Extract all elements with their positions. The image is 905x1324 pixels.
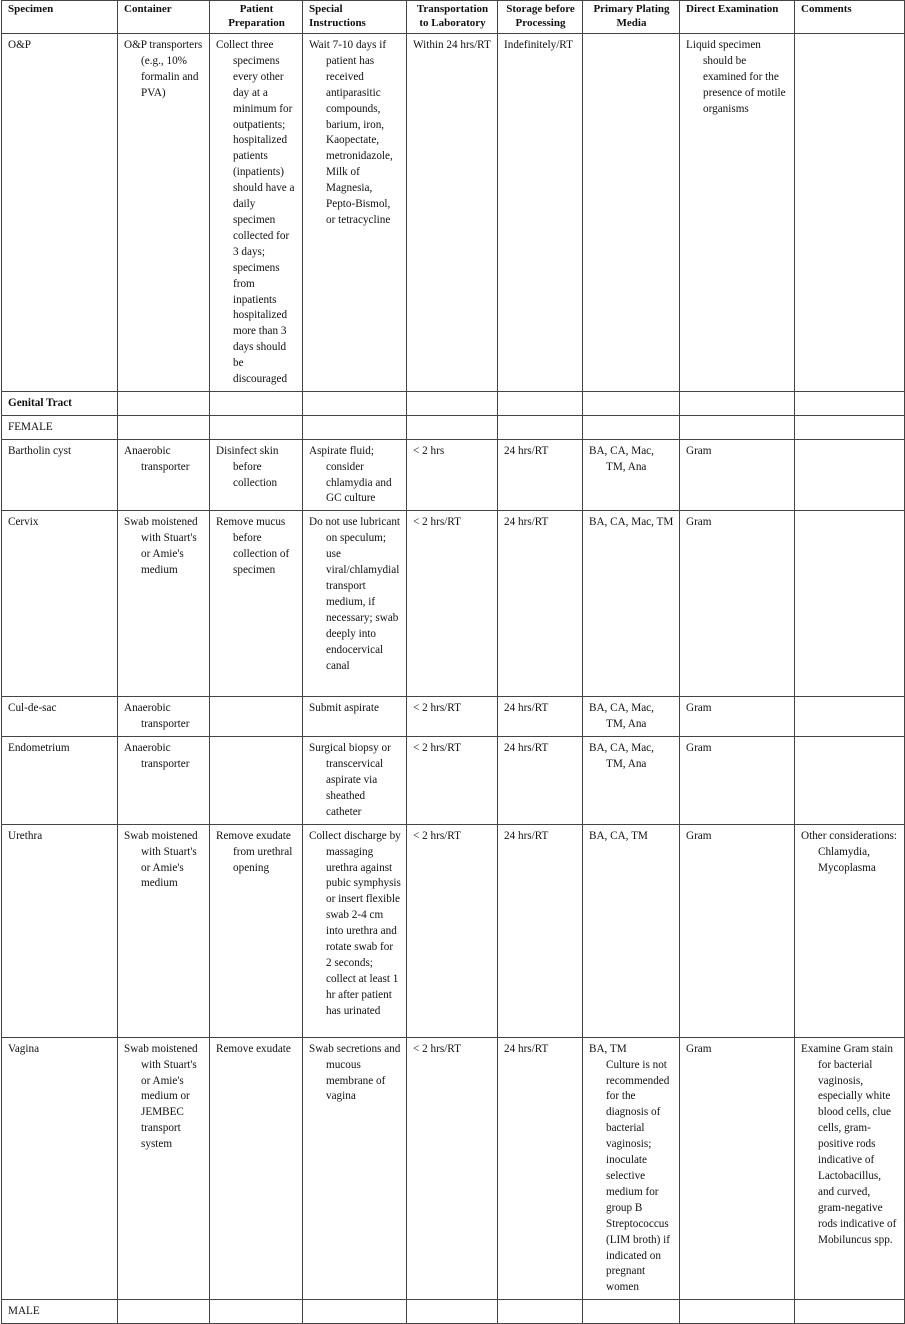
cell-special-instructions-text: Submit aspirate (309, 702, 379, 715)
cell-transportation-text: < 2 hrs/RT (413, 702, 461, 715)
section-label: FEMALE (2, 415, 118, 439)
cell-specimen-text: Cervix (8, 516, 39, 529)
cell-special-instructions (303, 439, 407, 511)
header-special-instructions: Special Instructions (303, 1, 407, 34)
cell-patient-preparation-text: Remove mucus before collection of specimen (216, 516, 290, 577)
cell-container (118, 34, 210, 392)
cell-direct-examination (680, 1037, 795, 1300)
cell-storage-text: 24 hrs/RT (504, 1042, 549, 1055)
section-label: Genital Tract (2, 391, 118, 415)
empty-cell (407, 391, 498, 415)
cell-direct-examination-text: Gram (686, 1042, 712, 1055)
cell-direct-examination-text: Gram (686, 742, 712, 755)
empty-cell (498, 415, 583, 439)
cell-storage-text: Indefinitely/RT (504, 39, 573, 51)
cell-storage-text: 24 hrs/RT (504, 742, 549, 755)
header-direct-examination: Direct Examination (680, 1, 795, 34)
table-body (2, 34, 905, 1324)
table-row (2, 511, 905, 697)
cell-specimen (2, 737, 118, 825)
cell-transportation-text: < 2 hrs (413, 444, 445, 457)
header-transportation: Transportation to Laboratory (407, 1, 498, 34)
cell-direct-examination (680, 697, 795, 737)
cell-container (118, 737, 210, 825)
cell-direct-examination (680, 737, 795, 825)
cell-primary-plating-media-text: BA, CA, Mac, TM (589, 516, 674, 529)
cell-transportation (407, 439, 498, 511)
cell-specimen (2, 1037, 118, 1300)
section-row (2, 415, 905, 439)
cell-patient-preparation-text: Collect three specimens every other day at a minimum for outpatients; hospitalized patients (inpatients) should have a daily specimen collected for 3 days; specimens from inpatients hospitalized more than 3 days should be discouraged (216, 39, 295, 386)
empty-cell (680, 391, 795, 415)
table-row (2, 824, 905, 1037)
cell-primary-plating-media (583, 34, 680, 392)
cell-storage-text: 24 hrs/RT (504, 516, 549, 529)
empty-cell (210, 415, 303, 439)
cell-primary-plating-media (583, 439, 680, 511)
cell-storage (498, 1037, 583, 1300)
empty-cell (118, 391, 210, 415)
cell-transportation-text: Within 24 hrs/RT (413, 39, 491, 51)
cell-primary-plating-media-text: BA, TM (589, 1042, 627, 1055)
cell-comments (795, 34, 905, 392)
header-primary-plating-media: Primary Plating Media (583, 1, 680, 34)
cell-specimen (2, 824, 118, 1037)
empty-cell (118, 415, 210, 439)
cell-storage (498, 34, 583, 392)
cell-direct-examination-text: Gram (686, 444, 712, 457)
table-row (2, 697, 905, 737)
specimen-table (1, 0, 905, 1324)
cell-primary-plating-media (583, 824, 680, 1037)
empty-cell (795, 415, 905, 439)
cell-special-instructions-text: Wait 7-10 days if patient has received antiparasitic compounds, barium, iron, Kaopectate, metronidazole, Milk of Magnesia, Pepto-Bismol, or tetracycline (309, 39, 393, 226)
cell-container (118, 697, 210, 737)
cell-transportation (407, 824, 498, 1037)
cell-comments-text: Examine Gram stain for bacterial vaginosis, especially white blood cells, clue cells, gram-positive rods indicative of Lactobacillus, and curved, gram-negative rods indicative of Mobiluncus spp. (801, 1042, 897, 1246)
table-row (2, 34, 905, 392)
cell-specimen-text: Vagina (8, 1042, 40, 1055)
cell-special-instructions (303, 697, 407, 737)
cell-direct-examination (680, 34, 795, 392)
cell-patient-preparation-text: Remove exudate from urethral opening (216, 829, 293, 874)
cell-storage-text: 24 hrs/RT (504, 444, 549, 457)
cell-patient-preparation (210, 511, 303, 697)
empty-cell (210, 1300, 303, 1324)
empty-cell (583, 415, 680, 439)
cell-transportation-text: < 2 hrs/RT (413, 516, 461, 529)
cell-transportation-text: < 2 hrs/RT (413, 1042, 461, 1055)
cell-container-text: Swab moistened with Stuart's or Amie's medium or JEMBEC transport system (124, 1042, 198, 1151)
cell-specimen (2, 697, 118, 737)
cell-patient-preparation (210, 737, 303, 825)
cell-container-text: Anaerobic transporter (124, 444, 190, 473)
cell-transportation (407, 34, 498, 392)
cell-specimen-text: Endometrium (8, 742, 70, 755)
cell-container (118, 439, 210, 511)
empty-cell (680, 1300, 795, 1324)
cell-specimen (2, 34, 118, 392)
section-label: MALE (2, 1300, 118, 1324)
cell-patient-preparation (210, 824, 303, 1037)
empty-cell (583, 1300, 680, 1324)
cell-transportation (407, 511, 498, 697)
empty-cell (795, 391, 905, 415)
cell-storage-text: 24 hrs/RT (504, 702, 549, 715)
cell-comments-text: Other considerations: Chlamydia, Mycoplasma (801, 829, 898, 874)
empty-cell (303, 1300, 407, 1324)
cell-comments (795, 824, 905, 1037)
cell-storage (498, 511, 583, 697)
cell-special-instructions-text: Swab secretions and mucous membrane of vagina (309, 1042, 401, 1103)
section-row (2, 1300, 905, 1324)
cell-direct-examination-text: Gram (686, 516, 712, 529)
cell-primary-plating-media (583, 1037, 680, 1300)
header-specimen: Specimen (2, 1, 118, 34)
cell-storage (498, 697, 583, 737)
empty-cell (407, 1300, 498, 1324)
cell-container (118, 1037, 210, 1300)
cell-comments (795, 1037, 905, 1300)
cell-comments (795, 511, 905, 697)
cell-primary-plating-media (583, 511, 680, 697)
cell-patient-preparation-text: Disinfect skin before collection (216, 444, 279, 489)
cell-specimen (2, 439, 118, 511)
cell-storage (498, 737, 583, 825)
cell-special-instructions (303, 34, 407, 392)
header-storage: Storage before Processing (498, 1, 583, 34)
cell-transportation (407, 1037, 498, 1300)
table-row (2, 439, 905, 511)
cell-direct-examination-text: Liquid specimen should be examined for the presence of motile organisms (686, 39, 786, 115)
cell-patient-preparation-text: Remove exudate (216, 1042, 291, 1055)
empty-cell (795, 1300, 905, 1324)
cell-primary-plating-media-text: BA, CA, Mac, TM, Ana (589, 742, 654, 771)
cell-specimen-text: Bartholin cyst (8, 444, 72, 457)
cell-special-instructions-text: Surgical biopsy or transcervical aspirate via sheathed catheter (309, 742, 391, 818)
cell-transportation-text: < 2 hrs/RT (413, 742, 461, 755)
empty-cell (583, 391, 680, 415)
cell-transportation (407, 697, 498, 737)
cell-primary-plating-media (583, 737, 680, 825)
cell-container (118, 511, 210, 697)
header-row (2, 1, 905, 34)
cell-specimen-text: Urethra (8, 829, 43, 842)
cell-patient-preparation (210, 697, 303, 737)
empty-cell (407, 415, 498, 439)
header-container: Container (118, 1, 210, 34)
cell-direct-examination-text: Gram (686, 829, 712, 842)
cell-container-text: Swab moistened with Stuart's or Amie's medium (124, 516, 198, 577)
empty-cell (303, 391, 407, 415)
cell-storage-text: 24 hrs/RT (504, 829, 549, 842)
cell-primary-plating-media-text: BA, CA, Mac, TM, Ana (589, 702, 654, 731)
cell-storage (498, 824, 583, 1037)
cell-special-instructions-text: Do not use lubricant on speculum; use viral/chlamydial transport medium, if necessary; swab deeply into endocervical canal (309, 516, 401, 672)
cell-direct-examination (680, 824, 795, 1037)
cell-special-instructions (303, 511, 407, 697)
cell-comments (795, 439, 905, 511)
empty-cell (498, 391, 583, 415)
cell-storage (498, 439, 583, 511)
cell-patient-preparation (210, 1037, 303, 1300)
section-row (2, 391, 905, 415)
header-comments: Comments (795, 1, 905, 34)
cell-special-instructions (303, 1037, 407, 1300)
cell-special-instructions (303, 737, 407, 825)
cell-specimen-text: Cul-de-sac (8, 702, 57, 715)
empty-cell (303, 415, 407, 439)
cell-special-instructions-text: Aspirate fluid; consider chlamydia and GC culture (309, 444, 392, 505)
plating-note-text: Culture is not recommended for the diagnosis of bacterial vaginosis; inoculate selective medium for group B Streptococcus (LIM broth) if indicated on pregnant women (606, 1058, 671, 1294)
empty-cell (210, 391, 303, 415)
cell-patient-preparation (210, 439, 303, 511)
cell-primary-plating-media-text: BA, CA, Mac, TM, Ana (589, 444, 654, 473)
cell-comments (795, 697, 905, 737)
cell-transportation (407, 737, 498, 825)
cell-primary-plating-media (583, 697, 680, 737)
empty-cell (118, 1300, 210, 1324)
cell-direct-examination-text: Gram (686, 702, 712, 715)
cell-patient-preparation (210, 34, 303, 392)
cell-container-text: Anaerobic transporter (124, 702, 190, 731)
cell-primary-plating-media-text: BA, CA, TM (589, 829, 648, 842)
cell-direct-examination (680, 439, 795, 511)
table-row (2, 1037, 905, 1300)
cell-comments (795, 737, 905, 825)
cell-container-text: O&P transporters (e.g., 10% formalin and PVA) (124, 39, 203, 99)
empty-cell (498, 1300, 583, 1324)
cell-specimen (2, 511, 118, 697)
header-patient-preparation: Patient Preparation (210, 1, 303, 34)
cell-container-text: Swab moistened with Stuart's or Amie's medium (124, 829, 198, 890)
cell-transportation-text: < 2 hrs/RT (413, 829, 461, 842)
cell-specimen-text: O&P (8, 39, 32, 51)
cell-special-instructions (303, 824, 407, 1037)
table-row (2, 737, 905, 825)
empty-cell (680, 415, 795, 439)
cell-container-text: Anaerobic transporter (124, 742, 190, 771)
cell-container (118, 824, 210, 1037)
cell-direct-examination (680, 511, 795, 697)
cell-special-instructions-text: Collect discharge by massaging urethra against pubic symphysis or insert flexible swab 2-4 cm into urethra and rotate swab for 2 seconds; collect at least 1 hr after patient has urinated (309, 829, 401, 1017)
